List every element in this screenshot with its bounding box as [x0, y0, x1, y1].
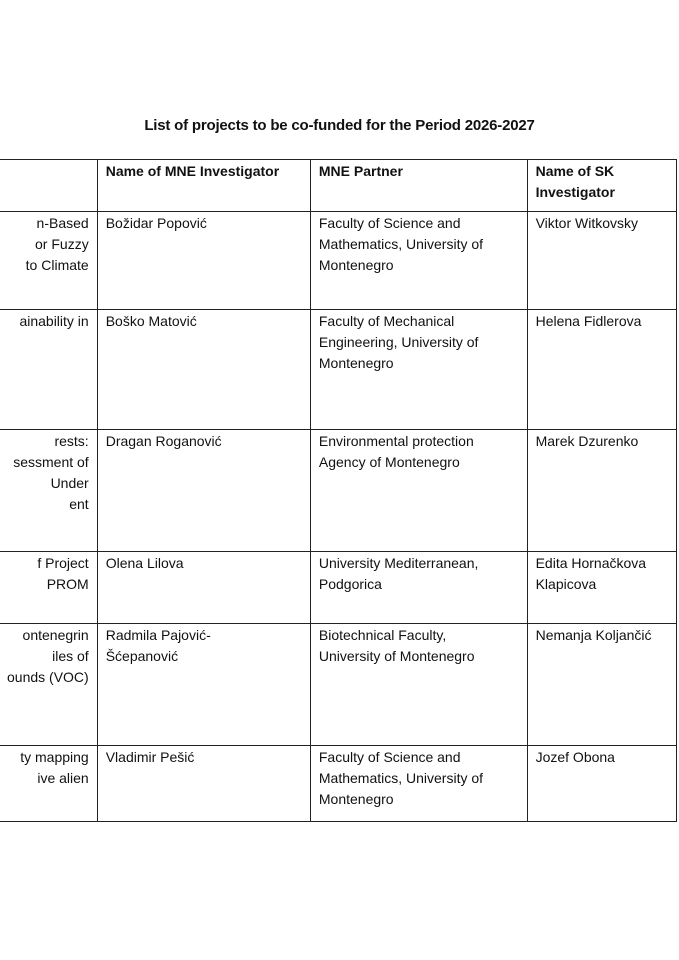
mne-investigator-name: Olena Lilova [105, 555, 184, 571]
sk-investigator-cell [527, 624, 676, 746]
mne-investigator-name: Božidar Popović [105, 215, 207, 231]
project-title-line: to Climate [25, 257, 89, 273]
mne-investigator-cell [97, 552, 310, 624]
mne-partner-line: Faculty of Science and [318, 749, 461, 765]
sk-investigator-name: Nemanja Koljančić [535, 627, 652, 643]
sk-investigator-cell [527, 552, 676, 624]
mne-investigator-name: Vladimir Pešić [105, 749, 195, 765]
mne-partner-line: Montenegro [318, 257, 394, 273]
projects-table [0, 159, 677, 822]
mne-partner-line: Agency of Montenegro [318, 454, 460, 470]
mne-partner-line: Environmental protection [318, 433, 474, 449]
mne-partner-line: Podgorica [318, 576, 382, 592]
project-title-line: ent [69, 496, 89, 512]
mne-partner-line: University Mediterranean, [318, 555, 479, 571]
project-title-cell [0, 212, 97, 310]
mne-investigator-name: Dragan Roganović [105, 433, 222, 449]
mne-partner-line: Faculty of Science and [318, 215, 461, 231]
project-title-cell [0, 746, 97, 822]
project-title-line: n-Based [36, 215, 89, 231]
project-title-line: iles of [52, 648, 89, 664]
header-sk-investigator-line: Name of SK [535, 163, 615, 179]
table-row [0, 430, 677, 552]
header-mne-investigator: Name of MNE Investigator [97, 160, 310, 212]
sk-investigator-name: Jozef Obona [535, 749, 615, 765]
project-title-line: PROM [46, 576, 89, 592]
project-title-line: rests: [54, 433, 89, 449]
sk-investigator-name: Edita Hornačkova [535, 555, 647, 571]
sk-investigator-name: Viktor Witkovsky [535, 215, 639, 231]
project-title-line: ounds (VOC) [7, 669, 89, 685]
mne-investigator-cell [97, 624, 310, 746]
mne-partner-line: Faculty of Mechanical [318, 313, 455, 329]
mne-partner-cell [310, 552, 527, 624]
sk-investigator-name: Marek Dzurenko [535, 433, 639, 449]
project-title-line: ainability in [19, 313, 89, 329]
project-title-cell [0, 430, 97, 552]
project-title-line: ive alien [37, 770, 89, 786]
mne-investigator-name: Šćepanović [105, 648, 179, 664]
mne-partner-line: Montenegro [318, 355, 394, 371]
table-row [0, 746, 677, 822]
project-title-line: sessment of [13, 454, 89, 470]
sk-investigator-cell [527, 430, 676, 552]
project-title-cell [0, 624, 97, 746]
mne-partner-line: University of Montenegro [318, 648, 475, 664]
mne-investigator-cell [97, 212, 310, 310]
document-title: List of projects to be co-funded for the Period 2026-2027 [144, 117, 535, 134]
sk-investigator-cell [527, 310, 676, 430]
table-row [0, 624, 677, 746]
mne-partner-line: Mathematics, University of [318, 770, 484, 786]
header-sk-investigator [527, 160, 676, 212]
mne-partner-line: Biotechnical Faculty, [318, 627, 447, 643]
sk-investigator-name: Helena Fidlerova [535, 313, 642, 329]
project-title-cell [0, 552, 97, 624]
project-title-cell [0, 310, 97, 430]
mne-partner-cell [310, 310, 527, 430]
sk-investigator-name: Klapicova [535, 576, 597, 592]
header-sk-investigator-line: Investigator [535, 184, 615, 200]
project-title-line: or Fuzzy [35, 236, 89, 252]
sk-investigator-cell [527, 746, 676, 822]
mne-partner-cell [310, 430, 527, 552]
table-header-row [0, 160, 677, 212]
mne-investigator-cell [97, 430, 310, 552]
mne-partner-cell [310, 212, 527, 310]
mne-investigator-name: Radmila Pajović- [105, 627, 211, 643]
header-project-title [0, 160, 97, 212]
mne-investigator-name: Boško Matović [105, 313, 197, 329]
mne-investigator-cell [97, 746, 310, 822]
project-title-line: Under [50, 475, 89, 491]
project-title-line: f Project [37, 555, 89, 571]
table-row [0, 552, 677, 624]
table-row [0, 310, 677, 430]
mne-partner-line: Mathematics, University of [318, 236, 484, 252]
mne-partner-line: Engineering, University of [318, 334, 479, 350]
project-title-line: ontenegrin [22, 627, 89, 643]
header-mne-partner: MNE Partner [310, 160, 527, 212]
mne-partner-cell [310, 746, 527, 822]
project-title-line: ty mapping [20, 749, 89, 765]
mne-investigator-cell [97, 310, 310, 430]
mne-partner-cell [310, 624, 527, 746]
table-row [0, 212, 677, 310]
sk-investigator-cell [527, 212, 676, 310]
mne-partner-line: Montenegro [318, 791, 394, 807]
